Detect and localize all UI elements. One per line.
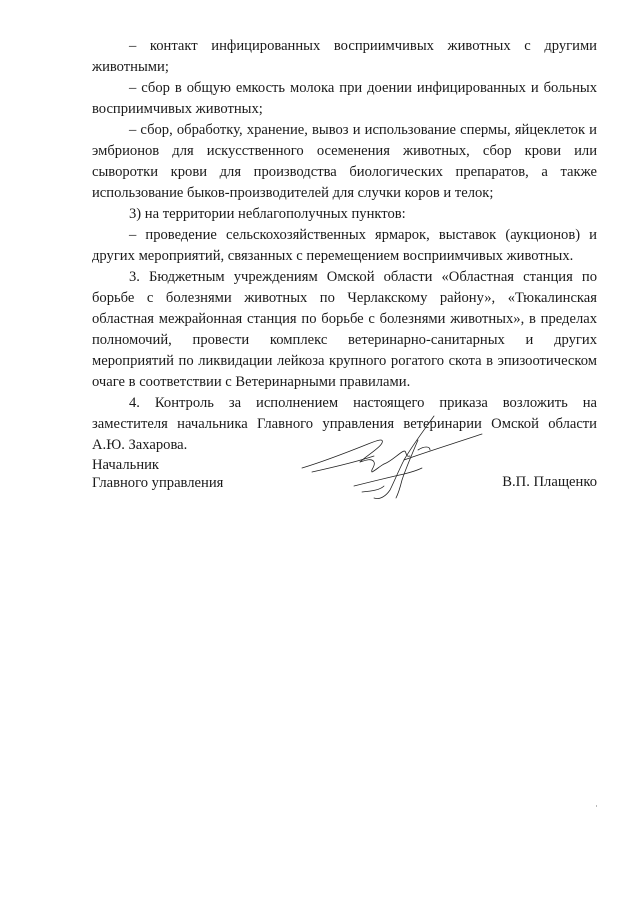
signatory-position <box>92 456 292 492</box>
document-body <box>92 36 597 456</box>
signatory-name: В.П. Плащенко <box>502 474 597 490</box>
paragraph-sperm-collection: – сбор, обработку, хранение, вывоз и использование спермы, яйцеклеток и эмбрионов для искусственного осеменения животных, сбор крови или сыворотки крови для производства биологических препаратов, а также использование быков-производителей для случки коров и телок; <box>92 122 597 201</box>
paragraph-contact-animals: – контакт инфицированных восприимчивых животных с другими животными; <box>92 38 597 75</box>
paragraph-budget-institutions: 3. Бюджетным учреждениям Омской области «Областная станция по борьбе с болезнями животных по Черлакскому району», «Тюкалинская областная межрайонная станция по борьбе с болезнями животных», в пределах полномочий, провести комплекс ветеринарно-санитарных и других мероприятий по ликвидации лейкоза крупного рогатого скота в эпизоотическом очаге в соответствии с Ветеринарными правилами. <box>92 269 597 390</box>
paragraph-control: 4. Контроль за исполнением настоящего приказа возложить на заместителя начальника Главного управления ветеринарии Омской области А.Ю. Захарова. <box>92 395 597 453</box>
handwritten-signature <box>300 412 485 507</box>
position-line-1: Начальник <box>92 457 160 473</box>
paragraph-fairs-exhibitions: – проведение сельскохозяйственных ярмарок, выставок (аукционов) и других мероприятий, связанных с перемещением восприимчивых животных. <box>92 227 597 264</box>
scan-speck <box>596 805 597 807</box>
paragraph-unfavorable-points: 3) на территории неблагополучных пунктов: <box>129 206 406 222</box>
position-line-2: Главного управления <box>92 475 224 491</box>
paragraph-milk-collection: – сбор в общую емкость молока при доении инфицированных и больных восприимчивых животных; <box>92 80 597 117</box>
